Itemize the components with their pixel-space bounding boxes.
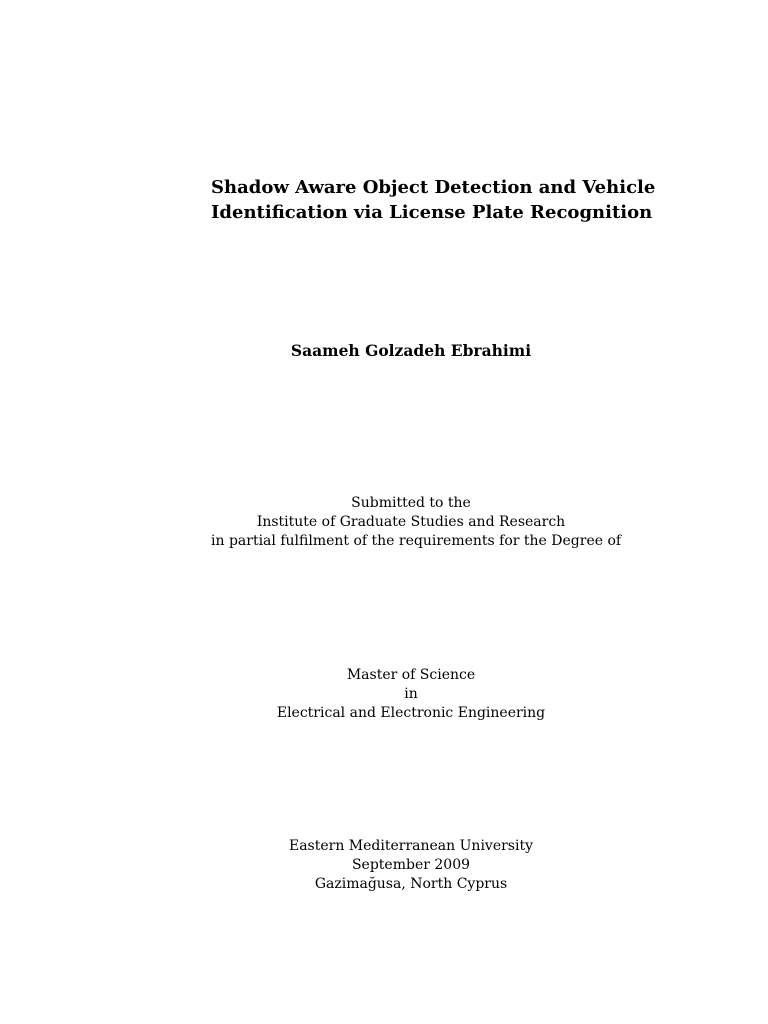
institution-line-3: Gazimağusa, North Cyprus	[314, 876, 508, 892]
submission-line-1: Submitted to the	[351, 495, 471, 511]
institution-block	[211, 837, 611, 894]
institution-line-2: September 2009	[351, 857, 471, 873]
submission-statement	[211, 494, 622, 551]
degree-statement	[211, 666, 611, 723]
institution-line-1: Eastern Mediterranean University	[288, 838, 533, 854]
degree-line-3: Electrical and Electronic Engineering	[276, 705, 546, 721]
degree-line-1: Master of Science	[346, 667, 476, 683]
submission-line-3: in partial fulfilment of the requirements for the Degree of	[211, 533, 622, 549]
submission-line-2: Institute of Graduate Studies and Research	[256, 514, 566, 530]
thesis-title-line-2: Identification via License Plate Recognition	[211, 202, 653, 223]
degree-line-2: in	[404, 686, 418, 702]
author-name: Saameh Golzadeh Ebrahimi	[290, 341, 532, 360]
thesis-title-line-1: Shadow Aware Object Detection and Vehicle	[211, 177, 656, 198]
thesis-title	[211, 175, 656, 225]
